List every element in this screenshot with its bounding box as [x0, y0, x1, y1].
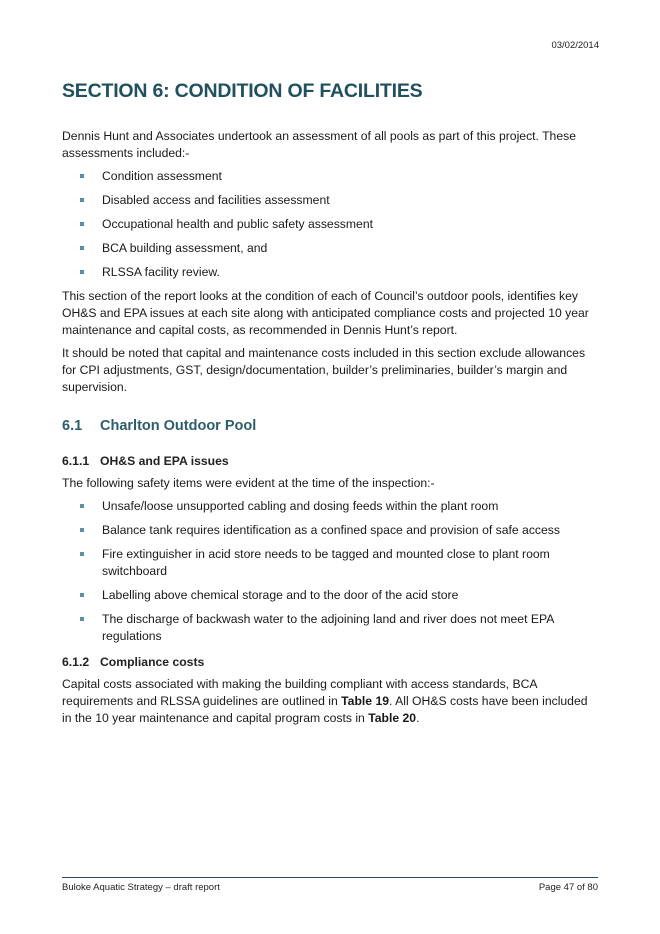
list-item: Condition assessment	[62, 168, 598, 185]
list-item: Fire extinguisher in acid store needs to be tagged and mounted close to plant room switchboard	[62, 546, 598, 580]
bullet-icon	[80, 617, 84, 621]
ohs-number: 6.1.1	[62, 454, 90, 468]
bullet-icon	[80, 222, 84, 226]
list-item: Occupational health and public safety assessment	[62, 216, 598, 233]
scope-paragraph: This section of the report looks at the condition of each of Council’s outdoor pools, identifies key OH&S and EPA issues at each site along with anticipated compliance costs and projected 10 year maintenance and capital costs, as recommended in Dennis Hunt’s report.	[62, 289, 589, 337]
subsection-number: 6.1	[62, 418, 83, 434]
page-content	[62, 80, 598, 733]
list-item: BCA building assessment, and	[62, 240, 598, 257]
bullet-icon	[80, 593, 84, 597]
bullet-icon	[80, 528, 84, 532]
table-20-reference: Table 20	[368, 711, 417, 725]
list-item: Disabled access and facilities assessment	[62, 192, 598, 209]
bullet-icon	[80, 270, 84, 274]
compliance-number: 6.1.2	[62, 655, 90, 669]
subsection-heading	[62, 418, 598, 434]
list-item: RLSSA facility review.	[62, 264, 598, 281]
footer-divider	[62, 877, 598, 878]
bullet-icon	[80, 246, 84, 250]
assessment-list	[62, 168, 598, 281]
ohs-intro: The following safety items were evident at the time of the inspection:-	[62, 476, 435, 490]
ohs-heading	[62, 454, 598, 468]
bullet-icon	[80, 552, 84, 556]
compliance-heading	[62, 655, 598, 669]
bullet-icon	[80, 174, 84, 178]
table-19-reference: Table 19	[341, 694, 390, 708]
list-item: Balance tank requires identification as a confined space and provision of safe access	[62, 522, 598, 539]
compliance-paragraph: Capital costs associated with making the building compliant with access standards, BCA requirements and RLSSA guidelines are outlined in Table 19. All OH&S costs have been included in the 10 year maintenance and capital program costs in Table 20.	[62, 677, 588, 725]
footer-title: Buloke Aquatic Strategy – draft report	[62, 882, 220, 893]
subsection-title: Charlton Outdoor Pool	[100, 418, 257, 434]
costs-note-paragraph: It should be noted that capital and maintenance costs included in this section exclude allowances for CPI adjustments, GST, design/documentation, builder’s preliminaries, builder’s margin and supervision.	[62, 346, 586, 394]
ohs-title: OH&S and EPA issues	[100, 454, 229, 468]
compliance-title: Compliance costs	[100, 655, 205, 669]
page-number: Page 47 of 80	[538, 882, 598, 893]
bullet-icon	[80, 198, 84, 202]
header-date: 03/02/2014	[551, 40, 599, 51]
list-item: The discharge of backwash water to the adjoining land and river does not meet EPA regulations	[62, 611, 598, 645]
intro-paragraph: Dennis Hunt and Associates undertook an assessment of all pools as part of this project. These assessments included:-	[62, 129, 576, 160]
bullet-icon	[80, 504, 84, 508]
list-item: Labelling above chemical storage and to the door of the acid store	[62, 587, 598, 604]
section-title: SECTION 6: CONDITION OF FACILITIES	[62, 80, 423, 102]
list-item: Unsafe/loose unsupported cabling and dosing feeds within the plant room	[62, 498, 598, 515]
safety-items-list	[62, 498, 598, 645]
